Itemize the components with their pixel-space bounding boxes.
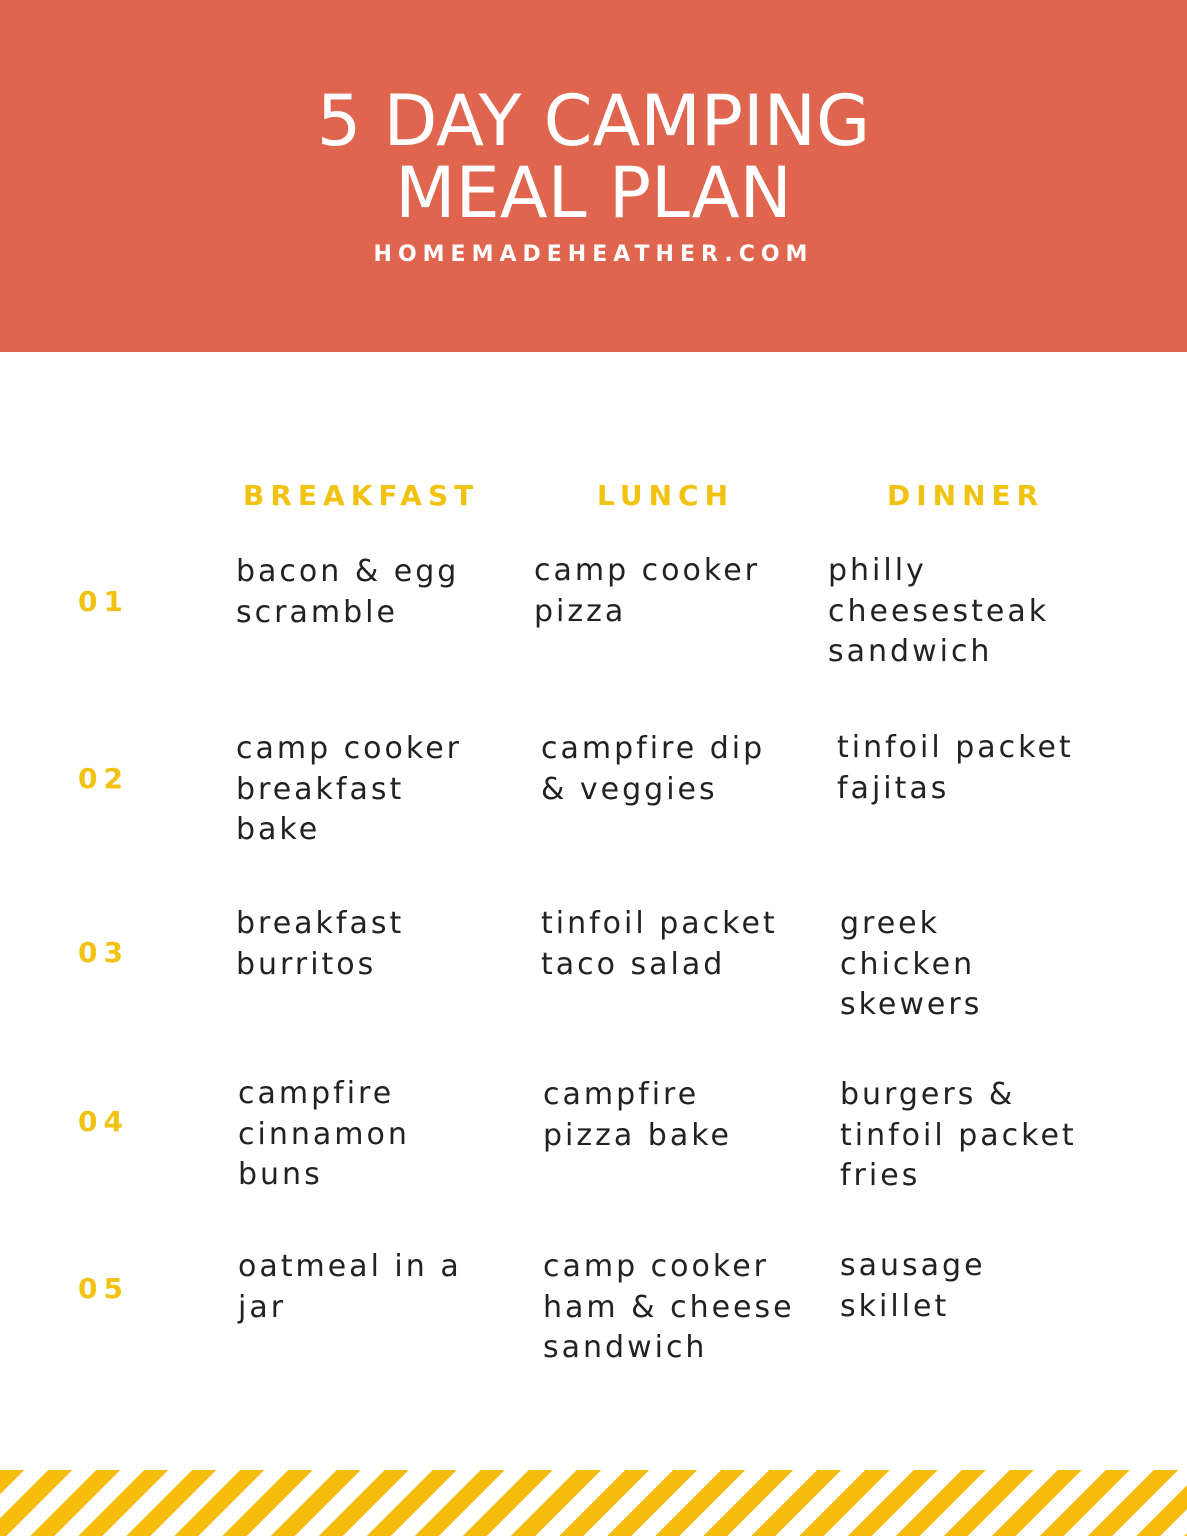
meal-lunch: camp cooker pizza bbox=[534, 553, 760, 629]
header-banner bbox=[0, 0, 1187, 352]
meal-dinner: tinfoil packet fajitas bbox=[837, 730, 1074, 806]
meal-dinner: burgers & tinfoil packet fries bbox=[840, 1077, 1077, 1193]
meal-lunch: tinfoil packet taco salad bbox=[541, 906, 778, 982]
footer-stripe-border bbox=[0, 1470, 1187, 1536]
meal-dinner: greek chicken skewers bbox=[840, 906, 983, 1022]
day-number: 03 bbox=[78, 936, 129, 969]
page-title-line-1: 5 DAY CAMPING bbox=[316, 80, 871, 162]
meal-breakfast: camp cooker breakfast bake bbox=[236, 731, 462, 847]
column-header-lunch: LUNCH bbox=[597, 479, 734, 512]
meal-lunch: camp cooker ham & cheese sandwich bbox=[543, 1249, 795, 1365]
day-number: 05 bbox=[78, 1272, 129, 1305]
day-number: 02 bbox=[78, 762, 129, 795]
website-label: HOMEMADEHEATHER.COM bbox=[373, 242, 814, 267]
meal-breakfast: oatmeal in a jar bbox=[238, 1249, 462, 1325]
day-number: 01 bbox=[78, 585, 129, 618]
meal-dinner: sausage skillet bbox=[840, 1248, 986, 1324]
meal-breakfast: breakfast burritos bbox=[236, 906, 405, 982]
meal-breakfast: bacon & egg scramble bbox=[236, 554, 460, 630]
column-header-breakfast: BREAKFAST bbox=[243, 479, 480, 512]
day-number: 04 bbox=[78, 1105, 129, 1138]
column-header-dinner: DINNER bbox=[887, 479, 1045, 512]
meal-breakfast: campfire cinnamon buns bbox=[238, 1076, 410, 1192]
meal-lunch: campfire pizza bake bbox=[543, 1077, 732, 1153]
meal-lunch: campfire dip & veggies bbox=[541, 731, 766, 807]
meal-dinner: philly cheesesteak sandwich bbox=[828, 553, 1050, 669]
page-title-line-2: MEAL PLAN bbox=[395, 152, 792, 234]
